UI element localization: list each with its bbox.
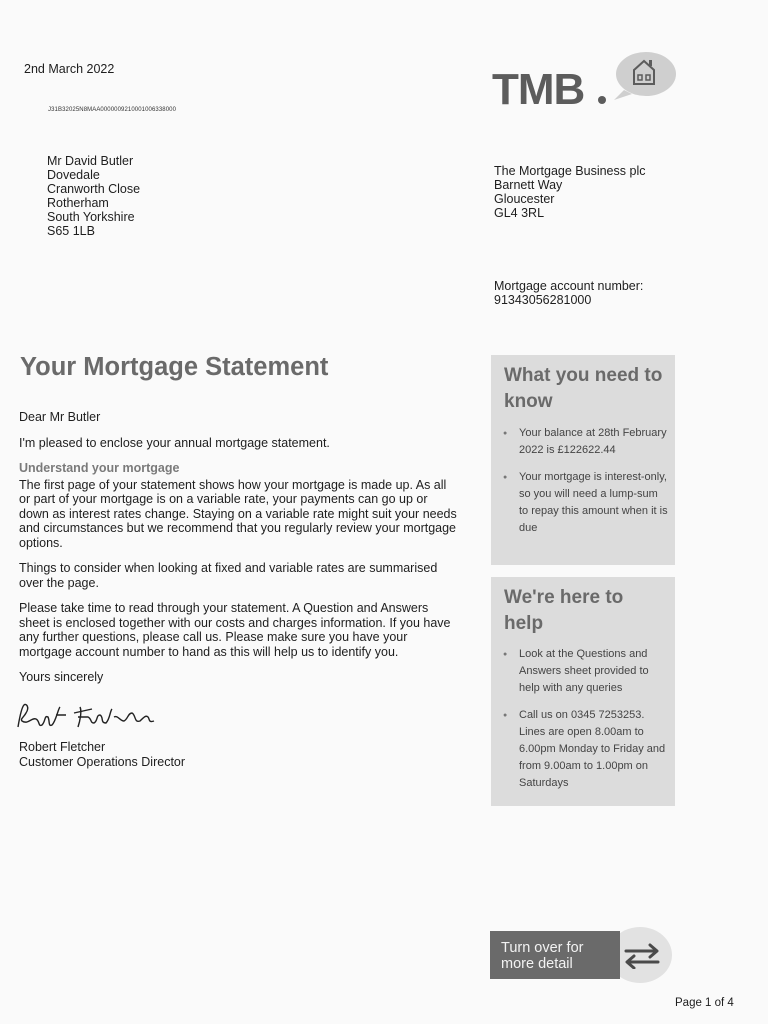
help-panel (491, 577, 675, 806)
panel-heading: What you need to know (504, 365, 663, 412)
tmb-logo (492, 50, 682, 120)
address-line: South Yorkshire (47, 210, 135, 224)
account-number-block (494, 279, 643, 307)
closing: Yours sincerely (19, 670, 104, 684)
house-icon (606, 50, 678, 102)
turn-over-label: Turn over for more detail (490, 931, 620, 979)
intro-paragraph: I'm pleased to enclose your annual mortgage statement. (19, 435, 330, 450)
page-title: Your Mortgage Statement (20, 353, 329, 381)
address-line: S65 1LB (47, 224, 95, 238)
account-number-label: Mortgage account number: (494, 279, 644, 293)
panel-list (503, 646, 669, 802)
swap-arrows-icon (620, 943, 664, 969)
signer-title: Customer Operations Director (19, 755, 186, 769)
address-line: Mr David Butler (47, 154, 134, 168)
address-line: Rotherham (47, 196, 109, 210)
letter-body (19, 410, 459, 696)
salutation: Dear Mr Butler (19, 410, 101, 424)
panel-list (503, 425, 669, 547)
logo-text: TMB (492, 65, 585, 114)
letter-date: 2nd March 2022 (24, 62, 115, 76)
page-number: Page 1 of 4 (675, 997, 734, 1009)
what-you-need-to-know-panel (491, 355, 675, 565)
subheading: Understand your mortgage (19, 461, 180, 475)
address-line: Gloucester (494, 192, 555, 206)
sender-address (494, 164, 645, 220)
paragraph-questions: Please take time to read through your statement. A Question and Answers sheet is enclosed together with our costs and charges information. If you have any further questions, please call us. Please make sure you have your mortgage account number to hand as this will help us to identify you. (19, 601, 451, 659)
panel-heading: We're here to help (504, 587, 624, 634)
list-item: ● Your mortgage is interest-only, so you will need a lump-sum to repay this amount when it is due (503, 469, 669, 537)
address-line: GL4 3RL (494, 206, 545, 220)
signer-name: Robert Fletcher (19, 740, 106, 754)
signer-block (19, 740, 185, 770)
account-number: 91343056281000 (494, 293, 592, 307)
paragraph-rates: Things to consider when looking at fixed and variable rates are summarised over the page. (19, 561, 438, 590)
list-item: ● Your balance at 28th February 2022 is £122622.44 (503, 425, 669, 459)
paragraph-mortgage: The first page of your statement shows how your mortgage is made up. As all or part of your mortgage is on a variable rate, your payments can go up or down as interest rates change. Staying on a variable rate might suit your needs and circumstances but we recommend that you regularly review your mortgage options. (19, 477, 457, 550)
logo-dot (598, 96, 606, 104)
address-line: Cranworth Close (47, 182, 141, 196)
reference-code: J31B32025N8MAA0000009210001006338000 (48, 107, 177, 113)
address-line: Barnett Way (494, 178, 563, 192)
address-line: Dovedale (47, 168, 100, 182)
signature-image (14, 697, 174, 737)
address-line: The Mortgage Business plc (494, 164, 646, 178)
list-item: ● Look at the Questions and Answers sheet provided to help with any queries (503, 646, 669, 697)
list-item: ● Call us on 0345 7253253. Lines are open 8.00am to 6.00pm Monday to Friday and from 9.00am to 1.00pm on Saturdays (503, 707, 669, 792)
recipient-address (47, 154, 140, 238)
